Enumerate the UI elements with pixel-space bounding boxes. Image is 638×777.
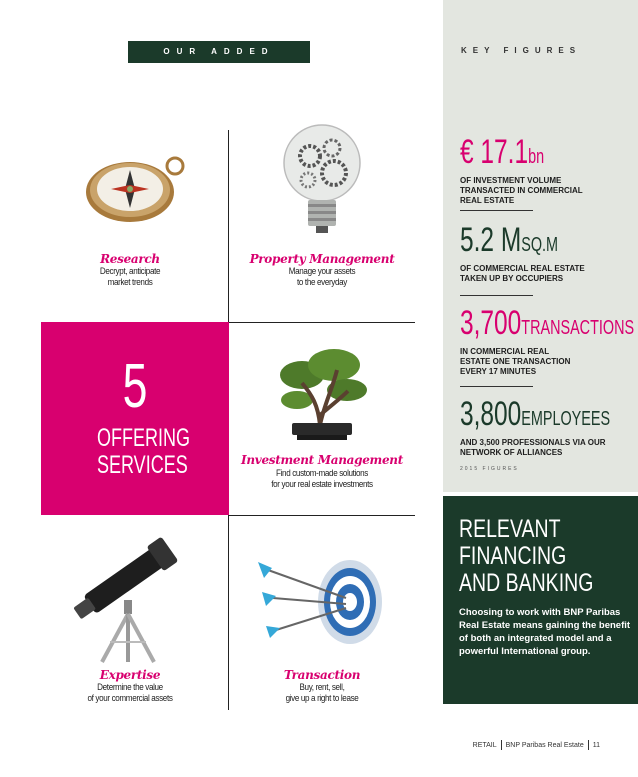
key-figure-divider [460,295,533,296]
property-desc: Manage your assets to the everyday [288,266,356,287]
figures-note: 2015 FIGURES [460,466,519,472]
lightbulb-gears-icon [262,118,382,238]
investment-unit: bn [528,146,545,168]
employees-unit: EMPLOYEES [521,408,611,430]
key-figure-employees [460,397,638,458]
space-unit: SQ.M [521,234,559,256]
telescope-icon [62,530,192,665]
financing-title: RELEVANT FINANCING AND BANKING [459,515,594,597]
page-footer [473,740,600,750]
footer-section: RETAIL [472,741,497,749]
employees-text: AND 3,500 PROFESSIONALS VIA OUR NETWORK OF ALLIANCES [460,438,606,457]
key-figure-divider [460,386,533,387]
grid-divider-vertical-bottom [228,515,229,710]
investment-value: € 17.1 [460,133,529,171]
expertise-title: Expertise [99,668,161,682]
darts-target-icon [248,540,398,660]
footer-separator [501,740,502,750]
employees-value: 3,800 [460,395,522,433]
financing-text: Choosing to work with BNP Paribas Real Estate means gaining the benefit of both an integrated model and a powerful International group. [459,607,631,657]
key-figure-space-value [460,223,568,262]
transactions-unit: TRANSACTIONS [521,317,635,339]
property-title: Property Management [249,252,395,266]
page-number: 11 [592,741,600,749]
footer-company: BNP Paribas Real Estate [505,741,584,749]
values-banner: OUR ADDED VALUES [128,41,310,63]
expertise-desc: Determine the value of your commercial assets [87,682,173,703]
space-value: 5.2 M [460,221,522,259]
research-title: Research [100,252,160,266]
key-figure-space [460,223,610,284]
key-figures-panel [443,0,638,492]
key-figure-divider [460,210,533,211]
offering-count: 5 [122,352,148,421]
key-figure-investment-value [460,135,564,174]
compass-icon [75,148,185,228]
key-figures-title: KEY FIGURES [461,46,582,55]
key-figure-transactions [460,306,638,377]
space-text: OF COMMERCIAL REAL ESTATE TAKEN UP BY OCCUPIERS [460,264,585,283]
key-figure-investment [460,135,605,206]
key-figure-employees-value [460,397,610,436]
research-desc: Decrypt, anticipate market trends [99,266,161,287]
financing-box [443,496,638,704]
transaction-title: Transaction [283,668,361,682]
grid-divider-horizontal-2 [228,515,415,516]
investment-text: OF INVESTMENT VOLUME TRANSACTED IN COMMERCIAL REAL ESTATE [460,176,583,205]
key-figure-transactions-value [460,306,634,345]
offering-services-box [41,322,229,515]
grid-divider-vertical-top [228,130,229,322]
transactions-text: IN COMMERCIAL REAL ESTATE ONE TRANSACTION EVERY 17 MINUTES [460,347,571,376]
footer-separator [588,740,589,750]
grid-divider-horizontal-1 [228,322,415,323]
investment-desc: Find custom-made solutions for your real estate investments [271,468,373,489]
bonsai-tree-icon [262,335,382,445]
investment-title: Investment Management [241,453,403,467]
offering-label: OFFERING SERVICES [97,424,191,479]
transaction-desc: Buy, rent, sell, give up a right to lease [285,682,359,703]
transactions-value: 3,700 [460,304,522,342]
